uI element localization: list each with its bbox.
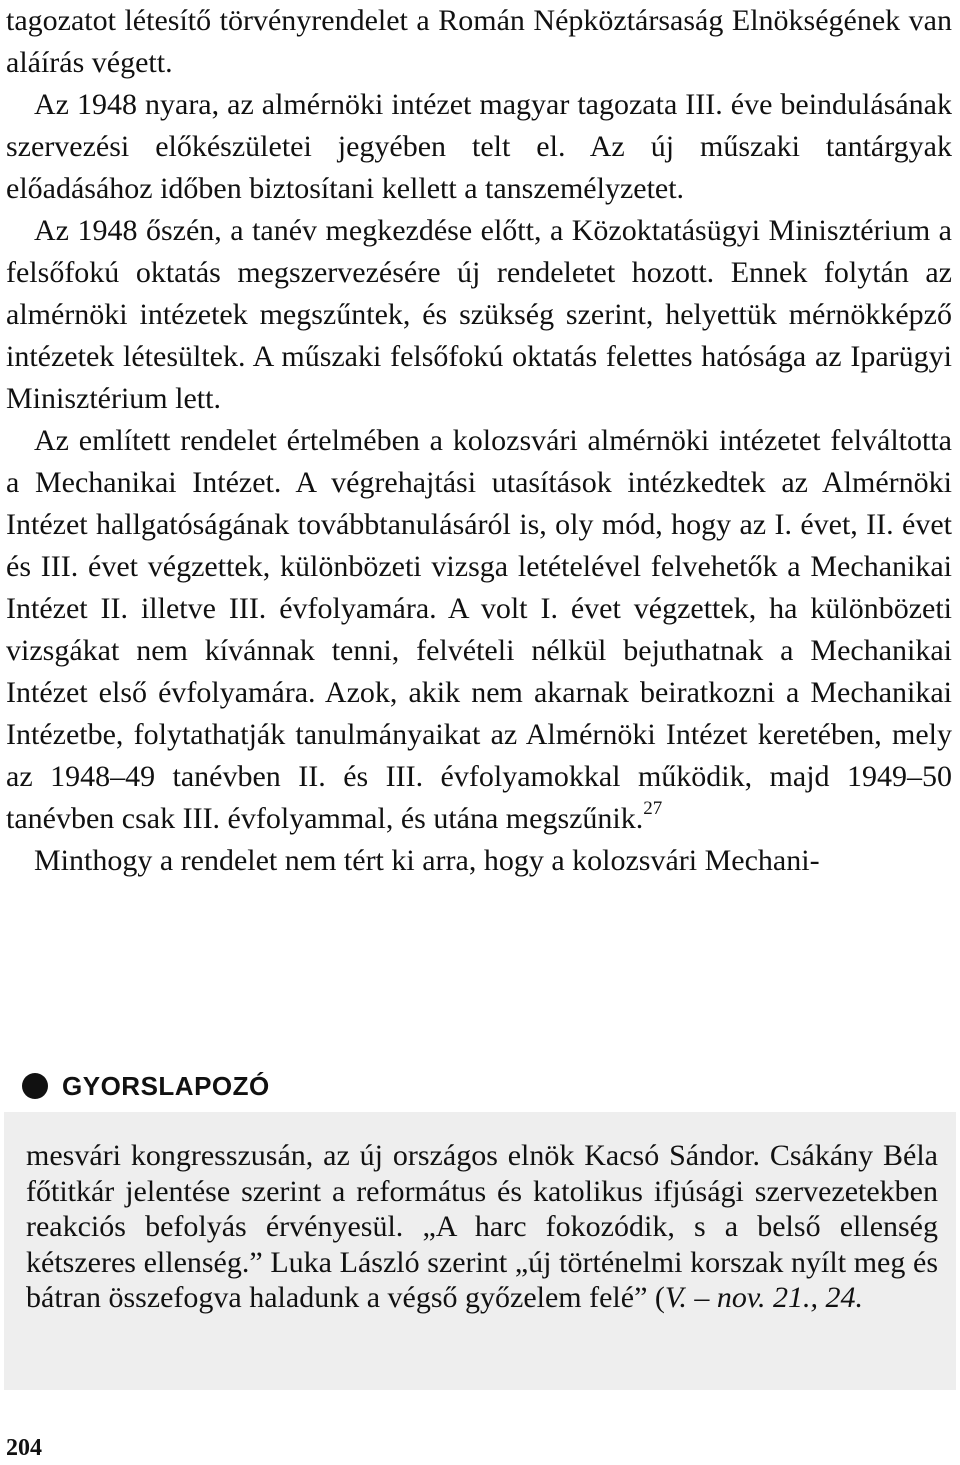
paragraph-text: tagozatot létesítő törvényrendelet a Román Népköztársaság Elnökségének van aláírás végett.	[6, 4, 952, 79]
quick-browse-citation: V. – nov. 21., 24.	[664, 1281, 863, 1314]
paragraph-text: Az 1948 őszén, a tanév megkezdése előtt, a Közoktatásügyi Minisztérium a felsőfokú oktatás megszervezésére új rendeletet hozott. Ennek folytán az almérnöki intézetek megszűntek, és szükség szerint, helyettük mérnökképző intézetek létesültek. A műszaki felsőfokú oktatás felettes hatósága az Iparügyi Minisztérium lett.	[6, 214, 952, 415]
bullet-icon	[22, 1073, 48, 1099]
paragraph-autumn-1948	[6, 210, 952, 420]
quick-browse-header	[22, 1066, 270, 1106]
paragraph-text: Minthogy a rendelet nem tért ki arra, hogy a kolozsvári Mechani-	[34, 844, 820, 877]
quick-browse-box	[4, 1112, 956, 1390]
quick-browse-body: mesvári kongresszusán, az új országos elnök Kacsó Sándor. Csákány Béla főtitkár jelentése szerint a református és katolikus ifjúsági szervezetekben reakciós befolyás érvényesül. „A harc fokozódik, s a belső ellenség kétszeres ellenség.” Luka László szerint „új történelmi korszak nyílt meg és bátran összefogva haladunk a végső győzelem felé” (	[26, 1139, 938, 1314]
paragraph-minthogy	[6, 840, 952, 882]
paragraph-decree-continuation	[6, 0, 952, 84]
quick-browse-title: GYORSLAPOZÓ	[62, 1070, 270, 1101]
quick-browse-text	[26, 1138, 938, 1316]
paragraph-text: Az említett rendelet értelmében a kolozsvári almérnöki intézetet felváltotta a Mechanikai Intézet. A végrehajtási utasítások intézkedtek az Almérnöki Intézet hallgatóságának továbbtanulásáról is, oly mód, hogy az I. évet, II. évet és III. évet végzettek, különbözeti vizsga letételével felvehetők a Mechanikai Intézet II. illetve III. évfolyamára. A volt I. évet végzettek, ha különbözeti vizsgákat nem kívánnak tenni, felvételi nélkül bejuthatnak a Mechanikai Intézet első évfolyamára. Azok, akik nem akarnak beiratkozni a Mechanikai Intézetbe, folytathatják tanulmányaikat az Almérnöki Intézet keretében, mely az 1948–49 tanévben II. és III. évfolyamokkal működik, majd 1949–50 tanévben csak III. évfolyammal, és utána megszűnik.	[6, 424, 952, 835]
body-text	[6, 0, 952, 882]
footnote-reference[interactable]: 27	[643, 798, 663, 819]
page-number: 204	[6, 1435, 42, 1461]
paragraph-text: Az 1948 nyara, az almérnöki intézet magyar tagozata III. éve beindulásának szervezési előkészületei jegyében telt el. Az új műszaki tantárgyak előadásához időben biztosítani kellett a tanszemélyzetet.	[6, 88, 952, 205]
paragraph-mechanical-institute	[6, 420, 952, 840]
paragraph-summer-1948	[6, 84, 952, 210]
